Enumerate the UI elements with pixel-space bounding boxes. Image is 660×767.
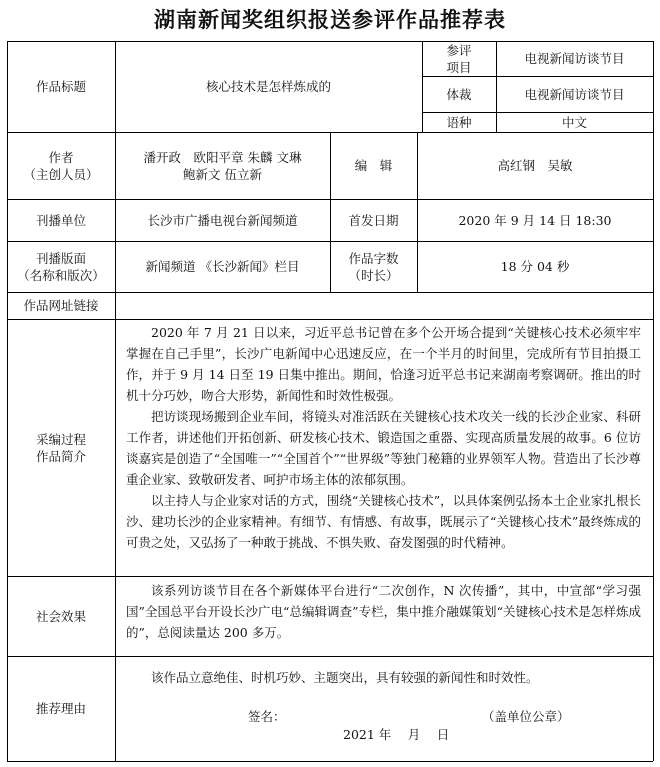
process-paragraph: 以主持人与企业家对话的方式，围绕“关键核心技术”，以具体案例弘扬本土企业家扎根长沙、建功长沙的企业家精神。有细节、有情感、有故事，既展示了“关键核心技术”最终炼成的可贵之处，又弘扬了一种敢于挑战、不惧失败、奋发图强的时代精神。 [126,493,641,550]
recommendation-form [7,41,653,761]
work-title-label: 作品标题 [35,79,86,94]
social-effect-text [115,580,653,643]
url-label: 作品网址链接 [23,298,99,313]
author-label-line2: （主创人员） [23,166,99,182]
edition-label [7,241,115,292]
author-label [7,132,115,199]
signature-label: 签名： [248,709,286,724]
rule [7,761,653,762]
page-title: 湖南新闻奖组织报送参评作品推荐表 [154,8,506,32]
editor-label: 编 辑 [354,158,393,173]
social-effect-paragraph: 该系列访谈节目在各个新媒体平台进行“二次创作，N 次传播”，其中，中宣部“学习强国”全国总平台开设长沙广电“总编辑调查”专栏，集中推介融媒策划“关键核心技术是怎样炼成的”，总阅读量达 200 多万。 [126,583,641,640]
process-paragraph: 把访谈现场搬到企业车间，将镜头对准活跃在关键核心技术攻关一线的长沙企业家、科研工作者，讲述他们开拓创新、研发核心技术、锻造国之重器、实现高质量发展的故事。6 位访谈嘉宾是创造了“全国唯一”“全国首个”“世界级”等独门秘籍的业界领军人物。营造出了长沙尊重企业家、致敬研发者、呵护市场主体的浓郁氛围。 [126,409,641,487]
publisher-label: 刊播单位 [35,212,86,228]
edition-value: 新闻频道 《长沙新闻》栏目 [145,259,300,274]
process-text [115,322,653,553]
length-label-line2: （时长） [348,267,399,283]
process-paragraph: 2020 年 7 月 21 日以来，习近平总书记曾在多个公开场合提到“关键核心技术必须牢牢掌握在自己手里”，长沙广电新闻中心迅速反应，在一个半月的时间里，完成所有节目拍摄工作，并于 9 月 14 日至 19 日集中推出。期间，恰逢习近平总书记来湖南考察调研。推出的时机十分巧妙，吻合大形势，新闻性和时效性极强。 [126,325,641,403]
edition-label-line2: （名称和版次） [17,267,105,283]
seal-note: （盖单位公章） [482,709,570,724]
length-label [330,241,417,292]
process-label-line1: 采编过程 [35,431,86,447]
recommendation-label: 推荐理由 [35,701,86,716]
social-effect-label: 社会效果 [35,608,86,624]
genre-label: 体裁 [446,86,472,102]
recommendation-paragraph: 该作品立意绝佳、时机巧妙、主题突出，具有较强的新闻性和时效性。 [151,670,539,685]
category-value: 电视新闻访谈节目 [524,51,625,66]
author-names-line1: 潘开政 欧阳平章 朱麟 文琳 [143,149,302,165]
work-title-value: 核心技术是怎样炼成的 [205,79,331,94]
category-label: 参评项目 [446,42,472,75]
recommendation-text [115,667,653,688]
language-label: 语种 [446,114,472,130]
length-label-line1: 作品字数 [348,250,399,266]
edition-label-line1: 刊播版面 [35,250,86,266]
publisher-value: 长沙市广播电视台新闻频道 [147,212,298,228]
url-value[interactable] [115,292,653,319]
first-publish-label: 首发日期 [348,212,399,228]
author-label-line1: 作者 [48,149,74,165]
language-value: 中文 [561,114,587,130]
editor-value: 高红钢 吴敏 [497,158,573,173]
first-publish-value: 2020 年 9 月 14 日 18:30 [458,212,612,228]
author-names [115,132,330,199]
rule [653,41,654,761]
process-label-line2: 作品简介 [35,448,86,464]
genre-value: 电视新闻访谈节目 [524,86,625,102]
length-value: 18 分 04 秒 [500,259,570,274]
process-label [7,319,115,576]
signature-date: 2021 年 月 日 [343,727,450,742]
author-names-line2: 鲍新文 伍立新 [183,166,262,182]
